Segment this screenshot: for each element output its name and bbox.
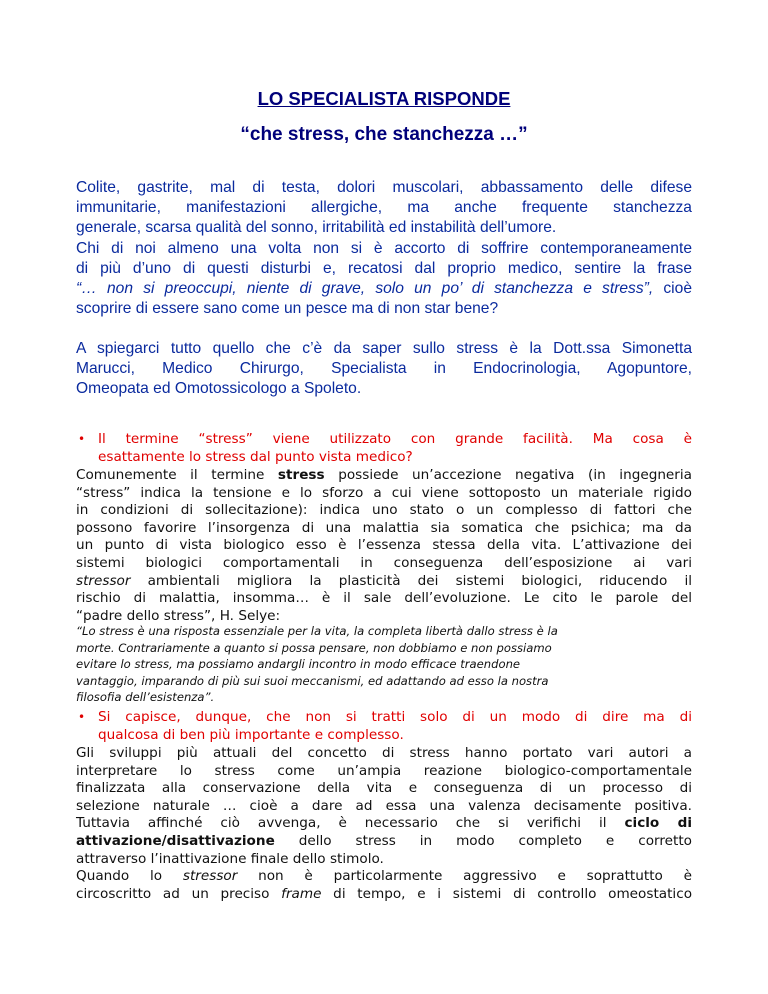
answer-1 bbox=[76, 467, 692, 625]
question-line: qualcosa di ben più importante e complesso. bbox=[98, 726, 404, 743]
answer-text: non è particolarmente aggressivo e soprattutto è bbox=[237, 868, 692, 885]
answer-text: Quando lo bbox=[76, 868, 183, 885]
answer-text: Tuttavia affinché ciò avvenga, è necessario che si verifichi il bbox=[76, 815, 625, 832]
intro-quote: “… non si preoccupi, niente di grave, solo un po’ di stanchezza e stress”, bbox=[76, 279, 654, 297]
presenter-line: Marucci, Medico Chirurgo, Specialista in Endocrinologia, Agopuntore, bbox=[76, 360, 692, 378]
answer-line: selezione naturale … cioè a dare ad essa una valenza decisamente positiva. bbox=[76, 797, 692, 814]
question-line: Si capisce, dunque, che non si tratti solo di un modo di dire ma di bbox=[98, 709, 692, 725]
intro-line-rest: cioè bbox=[653, 279, 692, 297]
answer-line bbox=[76, 868, 692, 886]
page-title: LO SPECIALISTA RISPONDE bbox=[257, 88, 511, 109]
intro-paragraph bbox=[76, 178, 692, 319]
quote-line: vantaggio, imparando di più sui suoi meccanismi, ed adattando ad esso la nostra bbox=[76, 673, 549, 688]
answer-line: finalizzata alla conservazione della vita e conseguenza di un processo di bbox=[76, 780, 692, 797]
answer-line: un punto di vista biologico esso è l’essenza stessa della vita. L’attivazione dei bbox=[76, 537, 692, 554]
answer-line: rischio di malattia, insomma… è il sale dell’evoluzione. Le cito le parole del bbox=[76, 590, 692, 607]
question-line: esattamente lo stress dal punto vista medico? bbox=[98, 448, 413, 465]
question-2 bbox=[78, 709, 692, 744]
answer-line: “padre dello stress”, H. Selye: bbox=[76, 607, 281, 624]
answer-line bbox=[76, 467, 692, 485]
answer-italic: frame bbox=[281, 885, 322, 902]
answer-italic: stressor bbox=[182, 868, 238, 885]
answer-line: interpretare lo stress come un’ampia reazione biologico-comportamentale bbox=[76, 762, 692, 779]
quote-line: evitare lo stress, ma possiamo andargli incontro in modo efficace traendone bbox=[76, 657, 521, 672]
answer-text: circoscritto ad un preciso bbox=[76, 885, 282, 902]
answer-text: Comunemente il termine bbox=[76, 467, 278, 483]
answer-line bbox=[76, 886, 692, 904]
question-1 bbox=[78, 431, 692, 466]
answer-line: attraverso l’inattivazione finale dello stimolo. bbox=[76, 850, 384, 867]
presenter-paragraph bbox=[76, 339, 692, 400]
answer-line bbox=[76, 573, 692, 591]
intro-line: immunitarie, manifestazioni allergiche, ma anche frequente stanchezza bbox=[76, 199, 692, 217]
answer-line: Gli sviluppi più attuali del concetto di stress hanno portato vari autori a bbox=[76, 745, 692, 761]
answer-line: sistemi biologici comportamentali in conseguenza dell’esposizione ai vari bbox=[76, 554, 692, 571]
quote-line: morte. Contrariamente a quanto si possa pensare, non dobbiamo e non possiamo bbox=[76, 640, 552, 655]
intro-line: generale, scarsa qualità del sonno, irritabilità ed instabilità dell’umore. bbox=[76, 219, 557, 237]
answer-bold: ciclo di bbox=[624, 815, 692, 832]
answer-text: ambientali migliora la plasticità dei sistemi biologici, riducendo il bbox=[130, 572, 692, 589]
intro-line: di più d’uno di questi disturbi e, recatosi dal proprio medico, sentire la frase bbox=[76, 259, 692, 277]
selye-quote bbox=[76, 623, 676, 706]
answer-bold: stress bbox=[277, 467, 325, 483]
answer-line bbox=[76, 815, 692, 833]
answer-line: possono favorire l’insorgenza di una malattia sia somatica che psichica; ma da bbox=[76, 519, 692, 536]
bullet-icon: • bbox=[78, 710, 86, 724]
intro-line bbox=[76, 279, 692, 299]
answer-text: di tempo, e i sistemi di controllo omeostatico bbox=[321, 885, 693, 902]
bullet-icon: • bbox=[78, 432, 86, 446]
presenter-line: Omeopata ed Omotossicologo a Spoleto. bbox=[76, 380, 362, 398]
intro-line: Colite, gastrite, mal di testa, dolori muscolari, abbassamento delle difese bbox=[76, 179, 692, 196]
answer-italic: stressor bbox=[76, 572, 131, 589]
intro-line: Chi di noi almeno una volta non si è accorto di soffrire contemporaneamente bbox=[76, 239, 692, 257]
quote-line: “Lo stress è una risposta essenziale per la vita, la completa libertà dallo stress è la bbox=[76, 624, 558, 638]
answer-line: “stress” indica la tensione e lo sforzo a cui viene sottoposto un materiale rigido bbox=[76, 484, 692, 501]
intro-line: scoprire di essere sano come un pesce ma di non star bene? bbox=[76, 300, 499, 318]
presenter-line: A spiegarci tutto quello che c’è da saper sullo stress è la Dott.ssa Simonetta bbox=[76, 340, 692, 357]
quote-line: filosofia dell’esistenza”. bbox=[76, 690, 215, 705]
answer-text: dello stress in modo completo e corretto bbox=[274, 832, 692, 849]
answer-bold: attivazione/disattivazione bbox=[76, 832, 275, 849]
answer-text: possiede un’accezione negativa (in ingegneria bbox=[324, 467, 692, 483]
page-subtitle: “che stress, che stanchezza …” bbox=[240, 124, 528, 145]
answer-line bbox=[76, 833, 692, 851]
answer-2 bbox=[76, 745, 692, 903]
question-line: Il termine “stress” viene utilizzato con grande facilità. Ma cosa è bbox=[98, 431, 692, 447]
answer-line: in condizioni di sollecitazione): indica uno stato o un complesso di fattori che bbox=[76, 502, 692, 519]
